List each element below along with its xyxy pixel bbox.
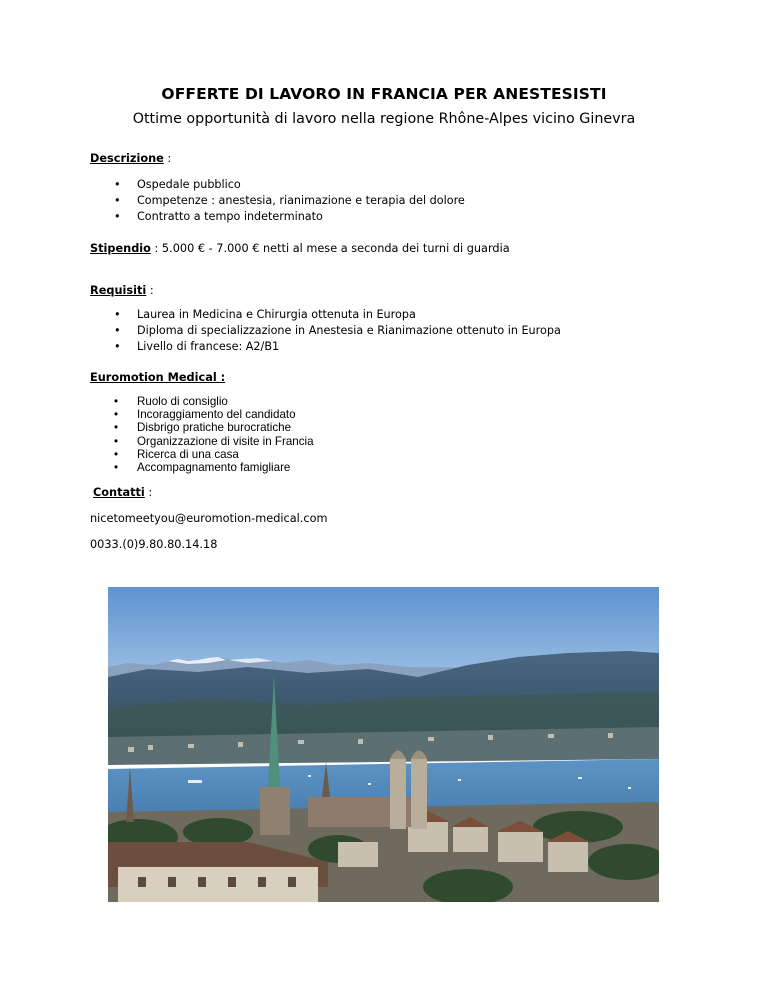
contatti-heading bbox=[93, 486, 152, 499]
list-item bbox=[114, 209, 465, 225]
list-item bbox=[114, 461, 314, 475]
bullet-icon: • bbox=[114, 395, 119, 408]
list-item bbox=[114, 395, 314, 408]
stipendio-label: Stipendio bbox=[90, 242, 151, 255]
list-item bbox=[114, 339, 561, 355]
contatti-label: Contatti bbox=[93, 486, 145, 499]
list-item-text: Disbrigo pratiche burocratiche bbox=[137, 421, 292, 435]
euromotion-heading bbox=[90, 371, 225, 384]
contatti-colon: : bbox=[144, 486, 153, 499]
list-item-text: Laurea in Medicina e Chirurgia ottenuta in Europa bbox=[137, 308, 416, 321]
bullet-icon: • bbox=[114, 434, 119, 448]
requisiti-colon: : bbox=[146, 284, 154, 297]
contact-email[interactable]: nicetomeetyou@euromotion-medical.com bbox=[90, 512, 328, 525]
stipendio-line bbox=[90, 242, 510, 255]
list-item-text: Livello di francese: A2/B1 bbox=[137, 339, 280, 353]
bullet-icon: • bbox=[114, 447, 119, 461]
bullet-icon: • bbox=[114, 421, 119, 435]
descrizione-colon: : bbox=[163, 152, 172, 165]
bullet-icon: • bbox=[114, 209, 121, 223]
list-item bbox=[114, 408, 314, 422]
bullet-icon: • bbox=[114, 408, 119, 422]
requisiti-heading bbox=[90, 284, 154, 297]
list-item-text: Ricerca di una casa bbox=[137, 447, 239, 461]
list-item bbox=[114, 421, 314, 435]
bullet-icon: • bbox=[114, 339, 121, 353]
bullet-icon: • bbox=[114, 308, 121, 321]
bullet-icon: • bbox=[114, 323, 121, 337]
bullet-icon: • bbox=[114, 178, 121, 191]
list-item bbox=[114, 307, 561, 323]
list-item bbox=[114, 447, 314, 461]
city-landscape-photo bbox=[108, 587, 659, 902]
list-item-text: Diploma di specializzazione in Anestesia e Rianimazione ottenuto in Europa bbox=[137, 323, 561, 337]
list-item bbox=[114, 323, 561, 339]
bullet-icon: • bbox=[114, 193, 121, 207]
list-item-text: Ruolo di consiglio bbox=[137, 395, 228, 408]
bullet-icon: • bbox=[114, 461, 119, 475]
list-item-text: Organizzazione di visite in Francia bbox=[137, 434, 314, 448]
descrizione-heading bbox=[90, 152, 171, 165]
list-item-text: Competenze : anestesia, rianimazione e terapia del dolore bbox=[137, 193, 465, 207]
list-item-text: Ospedale pubblico bbox=[137, 178, 241, 191]
requisiti-label: Requisiti bbox=[90, 284, 147, 297]
list-item-text: Contratto a tempo indeterminato bbox=[137, 209, 323, 223]
page-subtitle: Ottime opportunità di lavoro nella regione Rhône-Alpes vicino Ginevra bbox=[132, 111, 636, 127]
requisiti-list bbox=[114, 307, 561, 354]
euromotion-list bbox=[114, 395, 314, 475]
descrizione-list bbox=[114, 177, 465, 224]
twin-tower-right bbox=[411, 759, 427, 829]
stipendio-text: : 5.000 € - 7.000 € netti al mese a seconda dei turni di guardia bbox=[150, 242, 510, 255]
list-item bbox=[114, 193, 465, 209]
list-item bbox=[114, 177, 465, 193]
descrizione-label: Descrizione bbox=[90, 152, 164, 165]
twin-tower-left bbox=[390, 759, 406, 829]
contact-phone[interactable]: 0033.(0)9.80.80.14.18 bbox=[90, 538, 218, 551]
page-title: OFFERTE DI LAVORO IN FRANCIA PER ANESTESISTI bbox=[161, 85, 607, 103]
list-item-text: Incoraggiamento del candidato bbox=[137, 408, 296, 422]
list-item bbox=[114, 434, 314, 448]
euromotion-label: Euromotion Medical : bbox=[90, 371, 226, 384]
list-item-text: Accompagnamento famigliare bbox=[137, 461, 291, 475]
